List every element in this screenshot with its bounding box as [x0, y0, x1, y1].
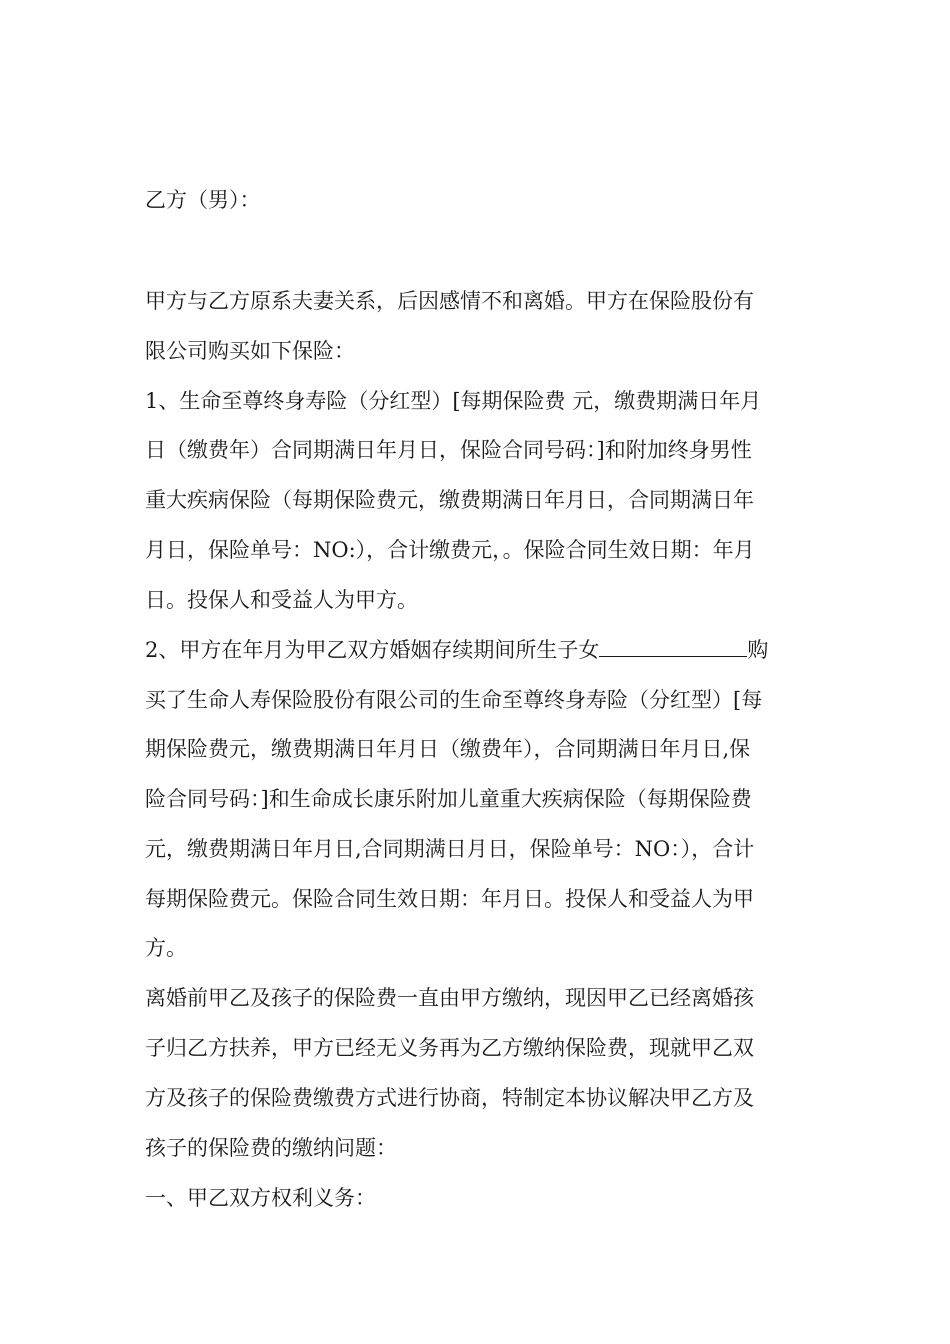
item2-line-1-text: 2、甲方在年月为甲乙双方婚姻存续期间所生子女	[145, 638, 600, 662]
item1-line-2: 日（缴费年）合同期满日年月日，保险合同号码：]和附加终身男性	[145, 438, 752, 462]
item1-line-3: 重大疾病保险（每期保险费元，缴费期满日年月日，合同期满日年	[145, 488, 754, 512]
item2-line-4: 险合同号码：]和生命成长康乐附加儿童重大疾病保险（每期保险费	[145, 787, 752, 811]
item2-line-7: 方。	[145, 936, 187, 960]
item1-line-5: 日。投保人和受益人为甲方。	[145, 588, 418, 612]
item2-line-1	[145, 635, 768, 665]
item1-line-4: 月日，保险单号：NO:），合计缴费元，。保险合同生效日期：年月	[145, 538, 755, 562]
context-line-4: 孩子的保险费的缴纳问题：	[145, 1136, 397, 1160]
item2-line-6: 每期保险费元。保险合同生效日期：年月日。投保人和受益人为甲	[145, 887, 754, 911]
item2-line-3: 期保险费元，缴费期满日年月日（缴费年），合同期满日年月日,保	[145, 737, 751, 761]
party-b-label: 乙方（男）：	[145, 188, 261, 212]
section-one-heading: 一、甲乙双方权利义务：	[145, 1186, 376, 1210]
context-line-1: 离婚前甲乙及孩子的保险费一直由甲方缴纳，现因甲乙已经离婚孩	[145, 986, 754, 1010]
item2-line-1-tail: 购	[747, 638, 769, 662]
item1-line-1: 1、生命至尊终身寿险（分红型）[每期保险费 元，缴费期满日年月	[145, 389, 762, 413]
intro-line-1: 甲方与乙方原系夫妻关系，后因感情不和离婚。甲方在保险股份有	[145, 289, 754, 313]
intro-line-2: 限公司购买如下保险：	[145, 339, 355, 363]
context-line-3: 方及孩子的保险费缴费方式进行协商，特制定本协议解决甲乙方及	[145, 1086, 754, 1110]
item2-line-2: 买了生命人寿保险股份有限公司的生命至尊终身寿险（分红型）[每	[145, 688, 763, 712]
item2-line-5: 元，缴费期满日年月日,合同期满日月日，保险单号：NO：），合计	[145, 837, 755, 861]
context-line-2: 子归乙方扶养，甲方已经无义务再为乙方缴纳保险费，现就甲乙双	[145, 1036, 754, 1060]
fill-in-blank	[599, 638, 747, 657]
